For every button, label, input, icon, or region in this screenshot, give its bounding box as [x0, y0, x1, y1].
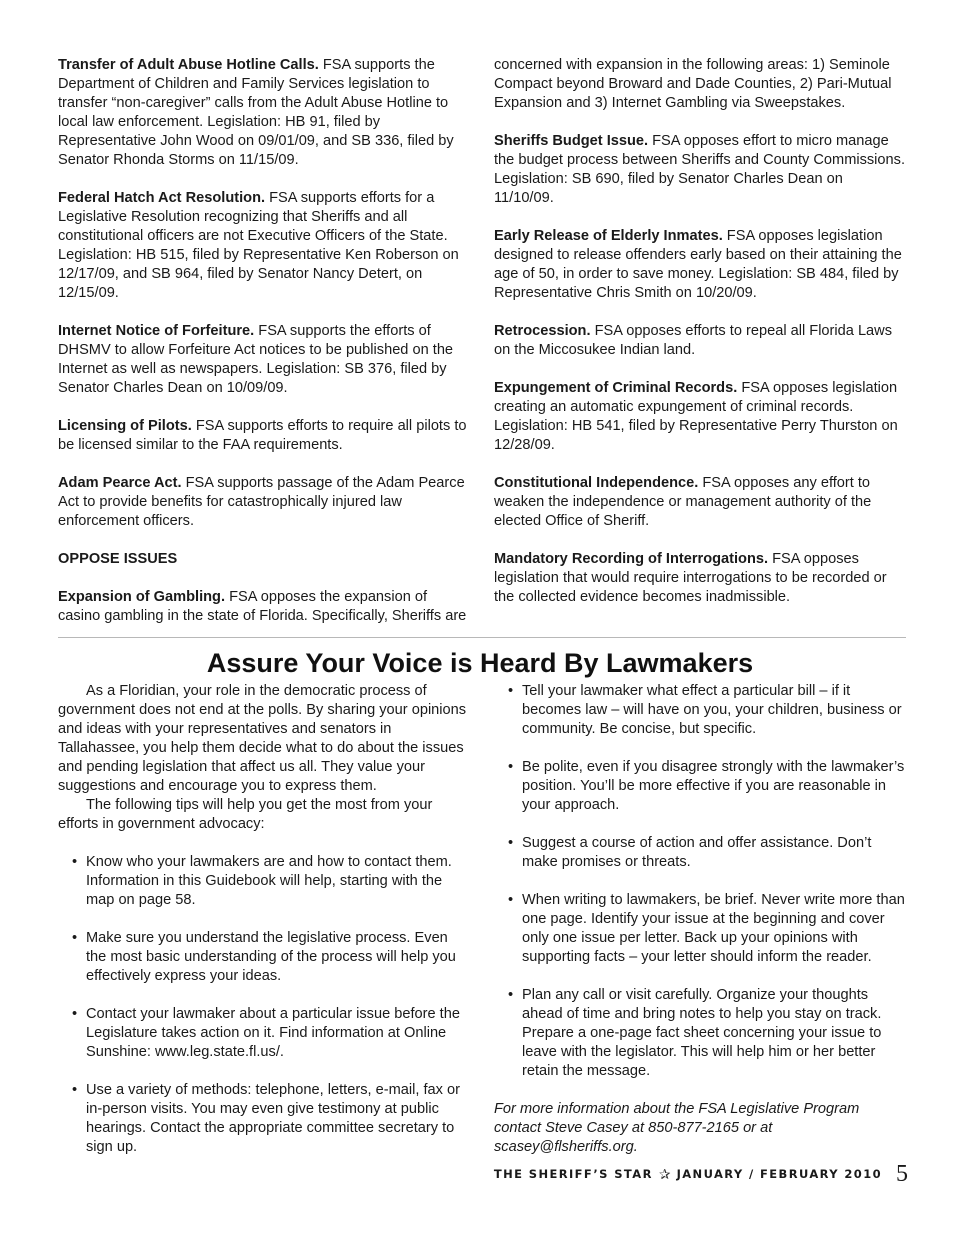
issues-column-left	[58, 56, 470, 626]
issue-heading: Transfer of Adult Abuse Hotline Calls.	[58, 57, 319, 73]
issue-body: FSA opposes legislation designed to release offenders early based on their attaining the age of 50, in order to save money. Legislation: SB 484, filed by Representative Chris Smith on 10/20/09.	[494, 228, 902, 301]
issue-item	[58, 322, 470, 398]
issue-item	[494, 379, 906, 455]
tip-text: Be polite, even if you disagree strongly with the lawmaker’s position. You’ll be more effective if you are reasonable in your approach.	[522, 759, 905, 813]
issue-date: JANUARY / FEBRUARY 2010	[676, 1167, 882, 1181]
issue-heading: Federal Hatch Act Resolution.	[58, 190, 266, 206]
tip-item	[494, 834, 906, 872]
issue-item	[58, 417, 470, 455]
tip-text: Tell your lawmaker what effect a particular bill – if it becomes law – will have on you, your children, business or community. Be concise, but specific.	[522, 683, 902, 737]
article-column-left	[58, 682, 470, 1157]
issue-heading: Mandatory Recording of Interrogations.	[494, 551, 769, 567]
page-footer	[488, 1160, 908, 1188]
issue-item	[494, 322, 906, 360]
article-headline: Assure Your Voice is Heard By Lawmakers	[206, 648, 754, 678]
issue-heading: Sheriffs Budget Issue.	[494, 133, 649, 149]
article-column-right	[494, 682, 906, 1172]
contact-note: For more information about the FSA Legislative Program contact Steve Casey at 850-877-2165 or at scasey@flsheriffs.org.	[494, 1101, 860, 1155]
bullet-icon: •	[508, 987, 514, 1003]
issue-heading: Early Release of Elderly Inmates.	[494, 228, 723, 244]
section-divider	[58, 637, 906, 638]
tip-text: Make sure you understand the legislative process. Even the most basic understanding of the process will help you effectively express your ideas.	[86, 930, 456, 984]
tip-item	[58, 1005, 470, 1062]
bullet-icon: •	[72, 1082, 78, 1098]
article-intro-paragraph: As a Floridian, your role in the democratic process of government does not end at the polls. By sharing your opinions and ideas with your representatives and senators in Tallahassee, you help them decide what to do about the issues and pending legislation that affect us all. They value your suggestions and encourage you to express them.	[58, 683, 467, 794]
issue-body: FSA opposes any effort to weaken the independence or management authority of the elected Office of Sheriff.	[494, 475, 872, 529]
tips-list-left	[58, 853, 470, 1157]
oppose-issues-heading: OPPOSE ISSUES	[58, 551, 178, 567]
tip-text: Suggest a course of action and offer assistance. Don’t make promises or threats.	[522, 835, 872, 870]
tip-item	[494, 758, 906, 815]
issue-heading: Internet Notice of Forfeiture.	[58, 323, 255, 339]
issue-item	[494, 550, 906, 607]
issue-item	[58, 588, 470, 626]
bullet-icon: •	[508, 892, 514, 908]
issue-body: FSA supports the efforts of DHSMV to allow Forfeiture Act notices to be published on the Internet as well as newspapers. Legislation: SB 376, filed by Senator Charles Dean on 10/09/09.	[58, 323, 454, 396]
issue-heading: Expansion of Gambling.	[58, 589, 226, 605]
bullet-icon: •	[508, 835, 514, 851]
issue-body: FSA opposes the expansion of casino gambling in the state of Florida. Specifically, Sheriffs are	[58, 589, 467, 624]
issue-item	[58, 56, 470, 170]
article-intro-paragraph: The following tips will help you get the most from your efforts in government advocacy:	[58, 797, 433, 832]
issue-body: FSA supports passage of the Adam Pearce Act to provide benefits for catastrophically injured law enforcement officers.	[58, 475, 465, 529]
issue-heading: Retrocession.	[494, 323, 591, 339]
page-number: 5	[896, 1161, 908, 1187]
bullet-icon: •	[508, 683, 514, 699]
issue-body: FSA supports efforts for a Legislative Resolution recognizing that Sheriffs and all constitutional officers are not Executive Officers of the State. Legislation: HB 515, filed by Representative Ken Roberson on 12/17/09, and SB 964, filed by Senator Nancy Detert, on 12/15/09.	[58, 190, 459, 301]
issue-heading: Constitutional Independence.	[494, 475, 699, 491]
issue-item	[58, 474, 470, 531]
tip-item	[494, 682, 906, 739]
bullet-icon: •	[72, 854, 78, 870]
issue-body: FSA opposes legislation creating an automatic expungement of criminal records. Legislation: HB 541, filed by Representative Perry Thurston on 12/28/09.	[494, 380, 898, 453]
issue-item	[58, 189, 470, 303]
tip-text: When writing to lawmakers, be brief. Never write more than one page. Identify your issue at the beginning and cover only one issue per letter. Back up your opinions with supporting facts – your letter should inform the reader.	[522, 892, 905, 965]
tip-text: Use a variety of methods: telephone, letters, e-mail, fax or in-person visits. You may even give testimony at public hearings. Contact the appropriate committee secretary to sign up.	[86, 1082, 460, 1155]
tip-item	[58, 929, 470, 986]
tip-text: Contact your lawmaker about a particular issue before the Legislature takes action on it. Find information at Online Sunshine: www.leg.state.fl.us/.	[86, 1006, 460, 1060]
tip-item	[494, 891, 906, 967]
tip-item	[58, 1081, 470, 1157]
issue-item	[494, 132, 906, 208]
tip-item	[494, 986, 906, 1081]
issue-continuation: concerned with expansion in the following areas: 1) Seminole Compact beyond Broward and Dade Counties, 2) Pari-Mutual Expansion and 3) Internet Gambling via Sweepstakes.	[494, 57, 892, 111]
issue-body: FSA supports the Department of Children and Family Services legislation to transfer “non-caregiver” calls from the Adult Abuse Hotline to local law enforcement. Legislation: HB 91, filed by Representative John Wood on 09/01/09, and SB 336, filed by Senator Rhonda Storms on 11/15/09.	[58, 57, 454, 168]
tip-item	[58, 853, 470, 910]
issue-heading: Adam Pearce Act.	[58, 475, 182, 491]
issue-item	[494, 227, 906, 303]
issue-heading: Expungement of Criminal Records.	[494, 380, 738, 396]
bullet-icon: •	[508, 759, 514, 775]
bullet-icon: •	[72, 1006, 78, 1022]
tip-text: Know who your lawmakers are and how to contact them. Information in this Guidebook will help, starting with the map on page 58.	[86, 854, 452, 908]
issue-heading: Licensing of Pilots.	[58, 418, 192, 434]
issues-column-right	[494, 56, 906, 607]
issue-body: FSA opposes legislation that would require interrogations to be recorded or the collected evidence becomes inadmissible.	[494, 551, 887, 605]
tip-text: Plan any call or visit carefully. Organize your thoughts ahead of time and bring notes to help you stay on track. Prepare a one-page fact sheet concerning your issue to leave with the legislator. This will help him or her better retain the message.	[522, 987, 882, 1079]
tips-list-right	[494, 682, 906, 1081]
bullet-icon: •	[72, 930, 78, 946]
star-icon: ✰	[658, 1165, 671, 1182]
issue-body: FSA supports efforts to require all pilots to be licensed similar to the FAA requirements.	[58, 418, 467, 453]
issue-body: FSA opposes effort to micro manage the budget process between Sheriffs and County Commissions. Legislation: SB 690, filed by Senator Charles Dean on 11/10/09.	[494, 133, 906, 206]
publication-name: THE SHERIFF’S STAR	[493, 1167, 653, 1181]
issue-body: FSA opposes efforts to repeal all Florida Laws on the Miccosukee Indian land.	[494, 323, 893, 358]
issue-item	[494, 474, 906, 531]
